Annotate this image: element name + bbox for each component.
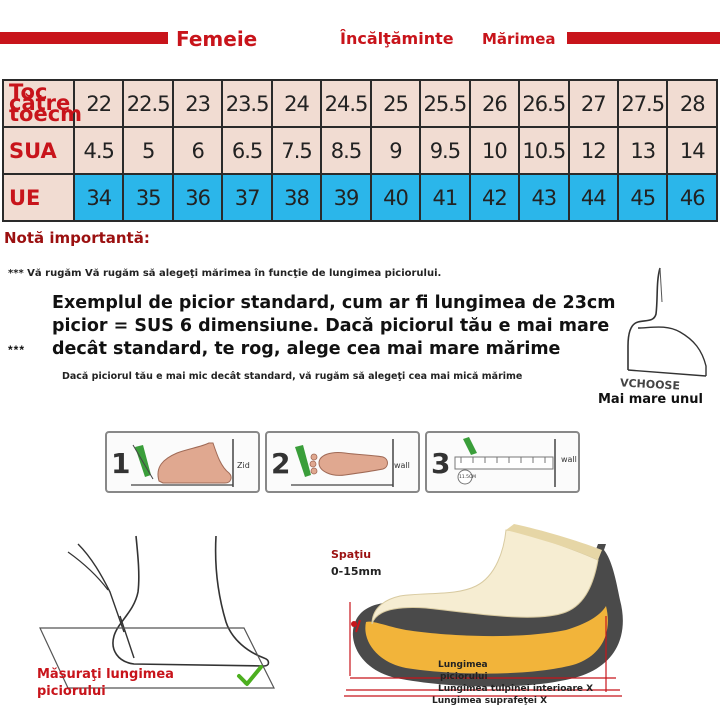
header-title-marimea: Mărimea xyxy=(482,30,556,48)
ruler-icon xyxy=(449,437,559,489)
header-bar-right xyxy=(567,32,720,44)
foot-length-label-2: piciorului xyxy=(440,672,488,682)
table-cell: 41 xyxy=(420,174,469,221)
table-cell: 23.5 xyxy=(222,80,271,127)
table-cell: 35 xyxy=(123,174,172,221)
row-label-foot-length: Toc către toecm xyxy=(3,80,74,127)
table-cell: 39 xyxy=(321,174,370,221)
table-cell: 38 xyxy=(272,174,321,221)
table-cell: 26.5 xyxy=(519,80,568,127)
table-row-us xyxy=(3,127,717,174)
note-title: Notă importantă: xyxy=(4,229,150,247)
space-label xyxy=(331,546,381,580)
wall-label-2: wall xyxy=(394,461,410,470)
note-small-line: Dacă piciorul tău e mai mic decât standard, vă rugăm să alegeţi cea mai mică mărime xyxy=(62,371,523,382)
wall-label-3: wall xyxy=(561,455,577,464)
note-big-line-3: decât standard, te rog, alege cea mai mare mărime xyxy=(52,339,561,359)
header-title-femeie: Femeie xyxy=(176,27,258,51)
surface-length-label: Lungimea suprafeţei X xyxy=(432,696,548,706)
note-line-1: *** Vă rugăm Vă rugăm să alegeţi mărimea în funcţie de lungimea piciorului. xyxy=(8,268,442,279)
table-cell: 34 xyxy=(74,174,123,221)
space-label-range: 0-15mm xyxy=(331,565,382,578)
table-cell: 24 xyxy=(272,80,321,127)
step-box-3 xyxy=(425,431,580,493)
table-row-foot-length xyxy=(3,80,717,127)
measure-foot-label-line-1: Măsuraţi lungimea xyxy=(37,667,174,682)
step-number-2: 2 xyxy=(271,447,291,480)
header-bar-left xyxy=(0,32,168,44)
table-cell: 43 xyxy=(519,174,568,221)
table-cell: 46 xyxy=(667,174,717,221)
ruler-label: 11.5CM xyxy=(459,475,477,480)
space-label-title: Spaţiu xyxy=(331,548,372,561)
table-cell: 22 xyxy=(74,80,123,127)
table-cell: 14 xyxy=(667,127,717,174)
row-label-us: SUA xyxy=(3,127,74,174)
shoe-outline-illustration xyxy=(610,262,720,382)
table-cell: 12 xyxy=(569,127,618,174)
table-cell: 13 xyxy=(618,127,667,174)
table-cell: 25.5 xyxy=(420,80,469,127)
table-cell: 42 xyxy=(470,174,519,221)
note-big-line-2: picior = SUS 6 dimensiune. Dacă piciorul tău e mai mare xyxy=(52,316,610,336)
table-cell: 23 xyxy=(173,80,222,127)
table-cell: 7.5 xyxy=(272,127,321,174)
table-cell: 8.5 xyxy=(321,127,370,174)
table-cell: 24.5 xyxy=(321,80,370,127)
table-cell: 5 xyxy=(123,127,172,174)
step-number-3: 3 xyxy=(431,447,451,480)
wall-label-1: Zid xyxy=(237,461,250,470)
inner-length-label: Lungimea tulpinei interioare X xyxy=(438,684,594,694)
table-cell: 10.5 xyxy=(519,127,568,174)
table-cell: 28 xyxy=(667,80,717,127)
foot-top-icon xyxy=(289,437,399,489)
bigger-one-caption: Mai mare unul xyxy=(598,392,703,407)
note-standard-example xyxy=(52,292,616,361)
table-cell: 22.5 xyxy=(123,80,172,127)
measure-foot-label xyxy=(37,666,174,700)
note-big-line-1: Exemplul de picior standard, cum ar fi lungimea de 23cm xyxy=(52,293,616,313)
table-cell: 40 xyxy=(371,174,420,221)
table-row-eu xyxy=(3,174,717,221)
table-cell: 37 xyxy=(222,174,271,221)
note-stars: *** xyxy=(8,343,26,357)
header-title-incaltaminte: Încălţăminte xyxy=(340,29,454,48)
table-cell: 4.5 xyxy=(74,127,123,174)
measure-foot-label-line-2: piciorului xyxy=(37,684,106,699)
size-chart-table xyxy=(2,79,718,222)
table-cell: 45 xyxy=(618,174,667,221)
table-cell: 6.5 xyxy=(222,127,271,174)
row-label-eu: UE xyxy=(3,174,74,221)
step-number-1: 1 xyxy=(111,447,131,480)
table-cell: 36 xyxy=(173,174,222,221)
table-cell: 27 xyxy=(569,80,618,127)
table-cell: 10 xyxy=(470,127,519,174)
table-cell: 9.5 xyxy=(420,127,469,174)
foot-side-icon xyxy=(129,437,239,489)
table-cell: 6 xyxy=(173,127,222,174)
check-icon xyxy=(236,664,264,688)
step-box-1 xyxy=(105,431,260,493)
table-cell: 25 xyxy=(371,80,420,127)
table-cell: 44 xyxy=(569,174,618,221)
brand-label: VCHOOSE xyxy=(619,376,681,393)
table-cell: 26 xyxy=(470,80,519,127)
table-cell: 9 xyxy=(371,127,420,174)
table-cell: 27.5 xyxy=(618,80,667,127)
step-box-2 xyxy=(265,431,420,493)
foot-length-label-1: Lungimea xyxy=(438,660,488,670)
